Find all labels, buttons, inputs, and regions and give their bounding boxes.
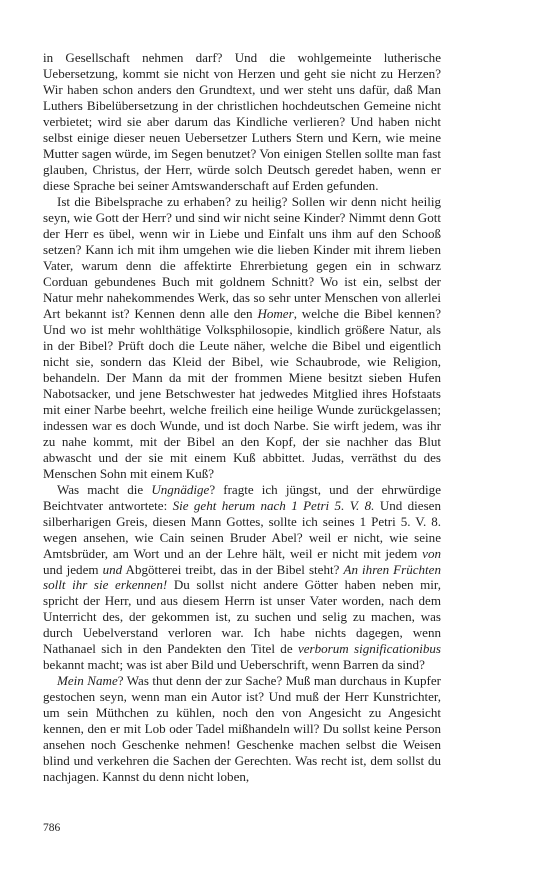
text-run-italic: An ihren Früchten sollt ihr sie erkennen! xyxy=(43,561,441,593)
paragraph xyxy=(43,673,441,785)
text-run: ? Was thut denn der zur Sache? Muß man durchaus in Kupfer gestochen seyn, wenn man ein Autor ist? Und muß der Herr Kunstrichter, um sein Müthchen zu kühlen, noch den von Angesicht zu Angesicht kennen, den er mit Lob oder Tadel mißhandeln will? Du sollst keine Person ansehen noch Geschenke nehmen! Geschenke machen selbst die Weisen blind und verkehren die Sachen der Gerechten. Was recht ist, dem sollst du nachjagen. Kannst du denn nicht loben, xyxy=(43,673,441,785)
paragraph xyxy=(43,194,441,482)
page-number: 786 xyxy=(43,822,61,834)
text-run-italic: Mein Name xyxy=(57,673,118,689)
text-run: Was macht die xyxy=(57,481,152,497)
text-run-italic: und xyxy=(102,561,123,577)
text-run-italic: von xyxy=(422,545,441,561)
page-body xyxy=(43,50,441,785)
text-run-italic: Homer xyxy=(257,305,294,321)
text-run: Und diesen silberharigen Greis, diesen Mann Gottes, sollte ich seines 1 Petri 5. V. 8. wegen ansehen, wie Cain seinen Bruder Abel? weil er nicht, wie seine Amtsbrüder, am Wort und an der Lehre hält, weil er nicht mit jedem xyxy=(43,497,441,561)
text-run: , welche die Bibel kennen? Und wo ist mehr wohlthätige Volksphilosopie, kindlich größere Natur, als in der Bibel? Prüft doch die Leute näher, welche die Bibel und eigentlich nicht sie, sondern das Kleid der Bibel, wie Schaubrode, wie Religion, behandeln. Der Mann da mit der frommen Miene besitzt sieben Hufen Nabotsacker, und jene Betschwester hat jedwedes Mitglied ihres Hofstaats mit einer Narbe beehrt, welche freilich eine heilige Wunde zurückgelassen; indessen war es doch Wunde, und ist doch Narbe. Sie wirft jedem, was ihr zu nahe kommt, mit der Bibel an den Kopf, der sie nachher das Blut abwascht und der sie mit einem Kuß abbittet. Judas, verräthst du des Menschen Sohn mit einem Kuß? xyxy=(43,305,441,481)
text-run: bekannt macht; was ist aber Bild und Ueberschrift, wenn Barren da sind? xyxy=(43,657,425,673)
text-run-italic: Ungnädige xyxy=(151,481,210,497)
text-run: und jedem xyxy=(43,561,103,577)
text-run-italic: Sie geht herum nach 1 Petri 5. V. 8. xyxy=(172,497,375,513)
text-run: in Gesellschaft nehmen darf? Und die wohlgemeinte lutherische Uebersetzung, kommt sie nicht von Herzen und geht sie nicht zu Herzen? Wir haben schon anders den Grundtext, und wer steht uns dafür, daß Man Luthers Bibelübersetzung in der christlichen hochdeutschen Gemeine nicht verbietet; wird sie aber darum das Kindliche verlieren? Und haben nicht selbst einige dieser neuen Uebersetzer Luthers Stern und Kern, wie meine Mutter sagen würde, im Segen benutzet? Von einigen Stellen sollte man fast glauben, Christus, der Herr, würde solch Deutsch geredet haben, wenn er diese Sprache bei seiner Amtswanderschaft auf Erden gefunden. xyxy=(43,50,441,193)
text-run: ? fragte ich jüngst, und der ehrwürdige Beichtvater antwortete: xyxy=(43,481,441,513)
text-run: Abgötterei treibt, das in der Bibel steht? xyxy=(122,561,344,577)
paragraph xyxy=(43,50,441,194)
text-run-italic: verborum significationibus xyxy=(297,641,441,657)
text-run: Ist die Bibelsprache zu erhaben? zu heilig? Sollen wir denn nicht heilig seyn, wie Gott der Herr? und sind wir nicht seine Kinder? Nimmt denn Gott der Herr es übel, wenn wir in Liebe und Einfalt uns ihm auf den Schooß setzen? Kann ich mit ihm umgehen wie die lieben Kinder mit ihrem lieben Vater, warum denn die affektirte Ehrerbietung gegen ein in schwarz Corduan gebundenes Buch mit goldnem Schnitt? Wo ist ein, selbst der Natur mehr nahekommendes Werk, das so sehr unter Menschen von allerlei Art bekannt ist? Kennen denn alle den xyxy=(43,193,441,321)
text-run: Du sollst nicht andere Götter haben neben mir, spricht der Herr, und aus diesem Herrn ist unser Vater worden, nach dem Unterricht des, der gekommen ist, zu suchen und selig zu machen, was durch Uebelverstand verloren war. Ich habe nichts dagegen, wenn Nathanael sich in den Pandekten den Titel de xyxy=(43,577,442,657)
paragraph xyxy=(43,482,441,674)
